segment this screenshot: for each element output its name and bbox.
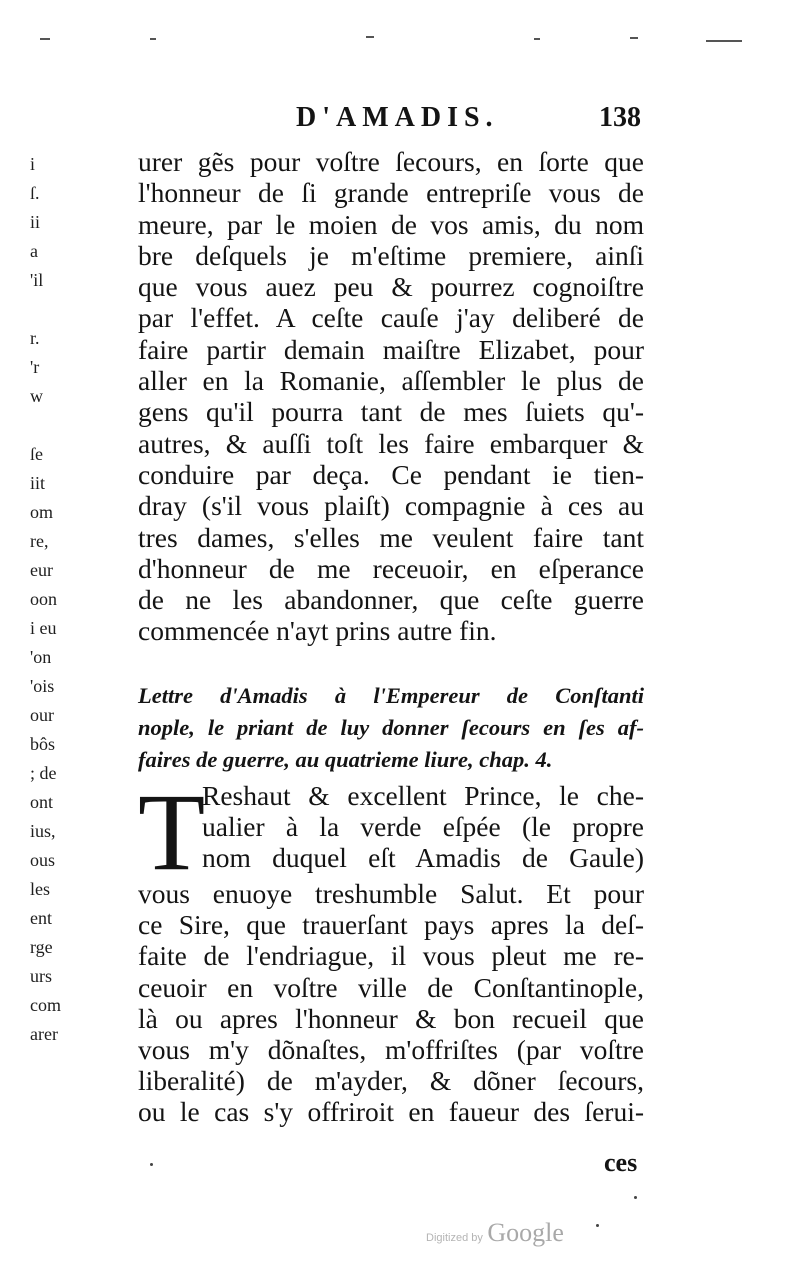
margin-fragment: bôs	[30, 734, 56, 754]
text-line: faite de l'endriague, il vous pleut me re-	[138, 940, 644, 972]
letter-lines	[138, 878, 644, 1128]
margin-fragment: our	[30, 705, 54, 725]
text-line: nom duquel eſt Amadis de Gaule)	[202, 842, 644, 874]
margin-fragment: arer	[30, 1024, 58, 1044]
margin-fragment: iit	[30, 473, 46, 493]
top-edge-mark	[534, 38, 540, 40]
margin-fragment: ius,	[30, 821, 56, 841]
text-line: commencée n'ayt prins autre fin.	[138, 615, 497, 647]
text-line: liberalité) de m'ayder, & dõner ſecours,	[138, 1065, 644, 1097]
margin-fragment: les	[30, 879, 50, 899]
text-line: autres, & auſſi toſt les faire embarquer &	[138, 427, 644, 459]
rubric-line: nople, le priant de luy donner ſecours en ſes af-	[138, 715, 644, 740]
margin-fragment: ſ.	[30, 183, 40, 203]
margin-fragment: 'on	[30, 647, 52, 667]
margin-fragment	[30, 411, 76, 440]
top-edge-mark	[40, 38, 50, 40]
rubric-line: Lettre d'Amadis à l'Empereur de Conſtanti	[138, 683, 644, 708]
top-edge-mark	[630, 37, 638, 39]
margin-fragment: ent	[30, 908, 52, 928]
margin-fragment: urs	[30, 966, 52, 986]
text-line: ou le cas s'y offriroit en faueur des ſerui-	[138, 1096, 644, 1128]
margin-fragment: 'il	[30, 270, 44, 290]
text-line: faire partir demain maiſtre Elizabet, pour	[138, 333, 644, 365]
margin-fragment: w	[30, 386, 43, 406]
margin-fragment: rge	[30, 937, 53, 957]
margin-fragment: ont	[30, 792, 54, 812]
margin-bleedthrough	[30, 150, 76, 1049]
margin-fragment: eur	[30, 560, 53, 580]
drop-cap-lines	[138, 780, 644, 874]
text-line: meure, par le moien de vos amis, du nom	[138, 208, 644, 240]
text-line: l'honneur de ſi grande entrepriſe vous de	[138, 177, 644, 209]
top-edge-mark	[706, 40, 742, 42]
text-line: là ou apres l'honneur & bon recueil que	[138, 1002, 644, 1034]
margin-fragment: com	[30, 995, 61, 1015]
margin-fragment	[30, 295, 76, 324]
margin-fragment: 'ois	[30, 676, 55, 696]
top-edge-mark	[366, 36, 374, 38]
text-line: que vous auez peu & pourrez cognoiſtre	[138, 271, 644, 303]
text-line: bre deſquels je m'eſtime premiere, ainſi	[138, 239, 644, 271]
letter-text	[138, 771, 644, 1128]
drop-cap: T	[138, 771, 206, 893]
text-line: vous enuoye treshumble Salut. Et pour	[138, 878, 644, 909]
text-line: d'honneur de me receuoir, en eſperance	[138, 552, 644, 584]
speck	[634, 1196, 637, 1199]
margin-fragment: oon	[30, 589, 57, 609]
margin-fragment: 'r	[30, 357, 40, 377]
page-number: 138	[599, 102, 641, 133]
margin-fragment: ous	[30, 850, 56, 870]
speck	[596, 1224, 599, 1227]
digitized-watermark	[426, 1218, 564, 1248]
margin-fragment: re,	[30, 531, 49, 551]
text-line: de ne les abandonner, que ceſte guerre	[138, 584, 644, 616]
margin-fragment: i	[30, 154, 36, 174]
text-line: dray (s'il vous plaiſt) compagnie à ces au	[138, 490, 644, 522]
text-line: ualier à la verde eſpée (le propre	[202, 811, 644, 843]
text-line: urer gẽs pour voſtre ſecours, en ſorte que	[138, 146, 644, 177]
text-line: Reshaut & excellent Prince, le che-	[202, 780, 644, 811]
rubric-line: faires de guerre, au quatrieme liure, chap. 4.	[138, 747, 553, 772]
top-edge-mark	[150, 38, 156, 40]
margin-fragment: r.	[30, 328, 40, 348]
text-line: vous m'y dõnaſtes, m'offriſtes (par voſtre	[138, 1034, 644, 1066]
text-line: par l'effet. A ceſte cauſe j'ay deliberé de	[138, 302, 644, 334]
text-line: conduire par deça. Ce pendant ie tien-	[138, 458, 644, 490]
margin-fragment: a	[30, 241, 38, 261]
speck	[150, 1163, 153, 1166]
text-line: gens qu'il pourra tant de mes ſuiets qu'-	[138, 396, 644, 428]
margin-fragment: ii	[30, 212, 41, 232]
running-head: D'AMADIS.	[296, 102, 499, 133]
watermark-prefix: Digitized by	[426, 1232, 483, 1244]
body-text	[138, 146, 644, 647]
text-line: ceuoir en voſtre ville de Conſtantinople,	[138, 971, 644, 1003]
letter-rubric	[138, 680, 644, 776]
margin-fragment: ſe	[30, 444, 43, 464]
text-line: aller en la Romanie, aſſembler le plus de	[138, 365, 644, 397]
text-line: tres dames, s'elles me veulent faire tant	[138, 521, 644, 553]
margin-fragment: i eu	[30, 618, 57, 638]
page-header	[296, 102, 641, 134]
text-line: ce Sire, que trauerſant pays apres la deſ-	[138, 909, 644, 941]
catchword: ces	[604, 1148, 638, 1177]
google-logo: Google	[487, 1218, 564, 1247]
margin-fragment: om	[30, 502, 54, 522]
margin-fragment: ; de	[30, 763, 57, 783]
